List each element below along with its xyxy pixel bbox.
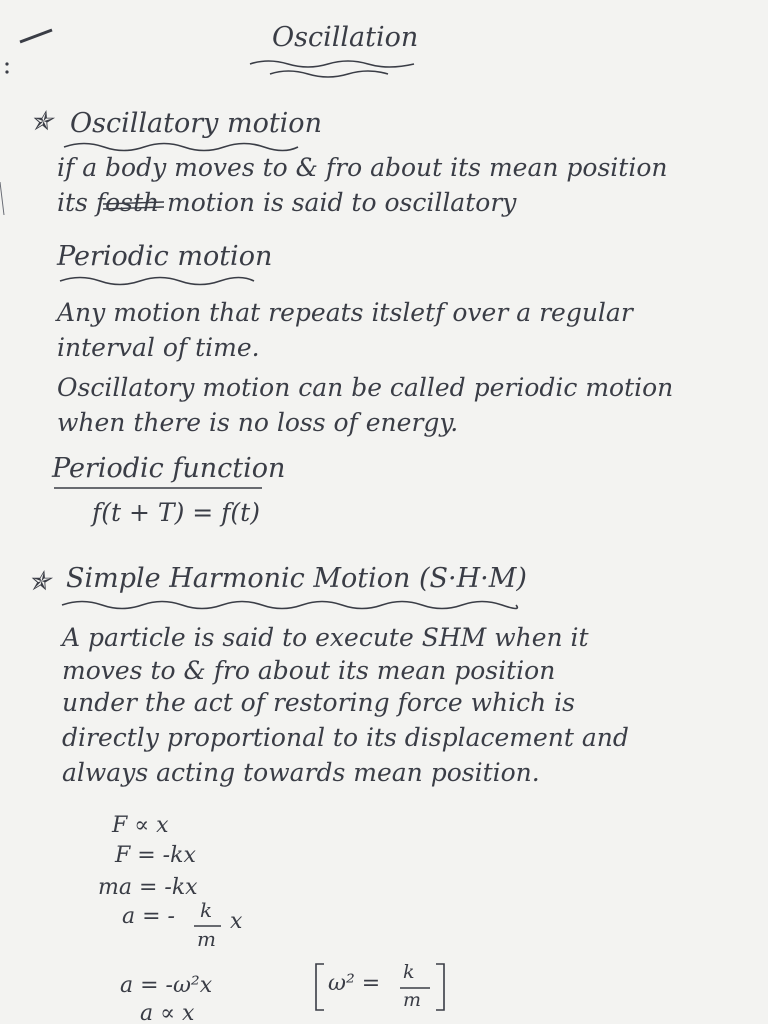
- shm-underline: [60, 598, 520, 612]
- text-line: its fosth motion is said to oscillatory: [57, 188, 517, 217]
- equation: F = -kx: [115, 843, 196, 868]
- star-bullet-2: ✯: [28, 566, 51, 597]
- equation: a ∝ x: [140, 1001, 195, 1024]
- page-title: Oscillation: [272, 22, 419, 53]
- fraction-numerator: k: [200, 898, 213, 922]
- text-line: Any motion that repeats itsletf over a regular: [57, 298, 633, 327]
- fraction-denominator: m: [197, 927, 216, 951]
- equation-prefix: a = -: [122, 904, 175, 929]
- periodic-function-underline: [52, 484, 267, 492]
- text-line: when there is no loss of energy.: [57, 408, 459, 437]
- bracket-denominator: m: [403, 989, 422, 1011]
- bracket-numerator: k: [403, 961, 415, 983]
- text-line: if a body moves to & fro about its mean position: [57, 153, 668, 182]
- oscillatory-underline: [62, 140, 302, 154]
- section-heading-oscillatory: Oscillatory motion: [70, 108, 322, 139]
- equation-suffix: x: [230, 909, 243, 934]
- equation: a = -ω²x: [120, 973, 213, 998]
- text-line: interval of time.: [57, 333, 260, 362]
- star-bullet-1: ✯: [30, 106, 53, 137]
- section-heading-periodic-function: Periodic function: [52, 453, 286, 484]
- text-line: moves to & fro about its mean position: [62, 656, 556, 685]
- section-heading-shm: Simple Harmonic Motion (S·H·M): [66, 563, 527, 594]
- text-line: always acting towards mean position.: [62, 758, 540, 787]
- text-line: Oscillatory motion can be called periodic motion: [57, 373, 674, 402]
- periodic-formula: f(t + T) = f(t): [92, 498, 260, 527]
- title-underline: [248, 58, 418, 78]
- periodic-underline: [58, 274, 258, 288]
- text-line: under the act of restoring force which is: [62, 688, 575, 717]
- equation: ma = -kx: [98, 875, 198, 900]
- text-line: directly proportional to its displacement and: [62, 723, 629, 752]
- text-line: A particle is said to execute SHM when it: [62, 623, 589, 652]
- section-heading-periodic: Periodic motion: [57, 241, 273, 272]
- strikethrough: [100, 198, 170, 218]
- equation: F ∝ x: [112, 813, 169, 838]
- bracket-lhs: ω² =: [328, 971, 381, 996]
